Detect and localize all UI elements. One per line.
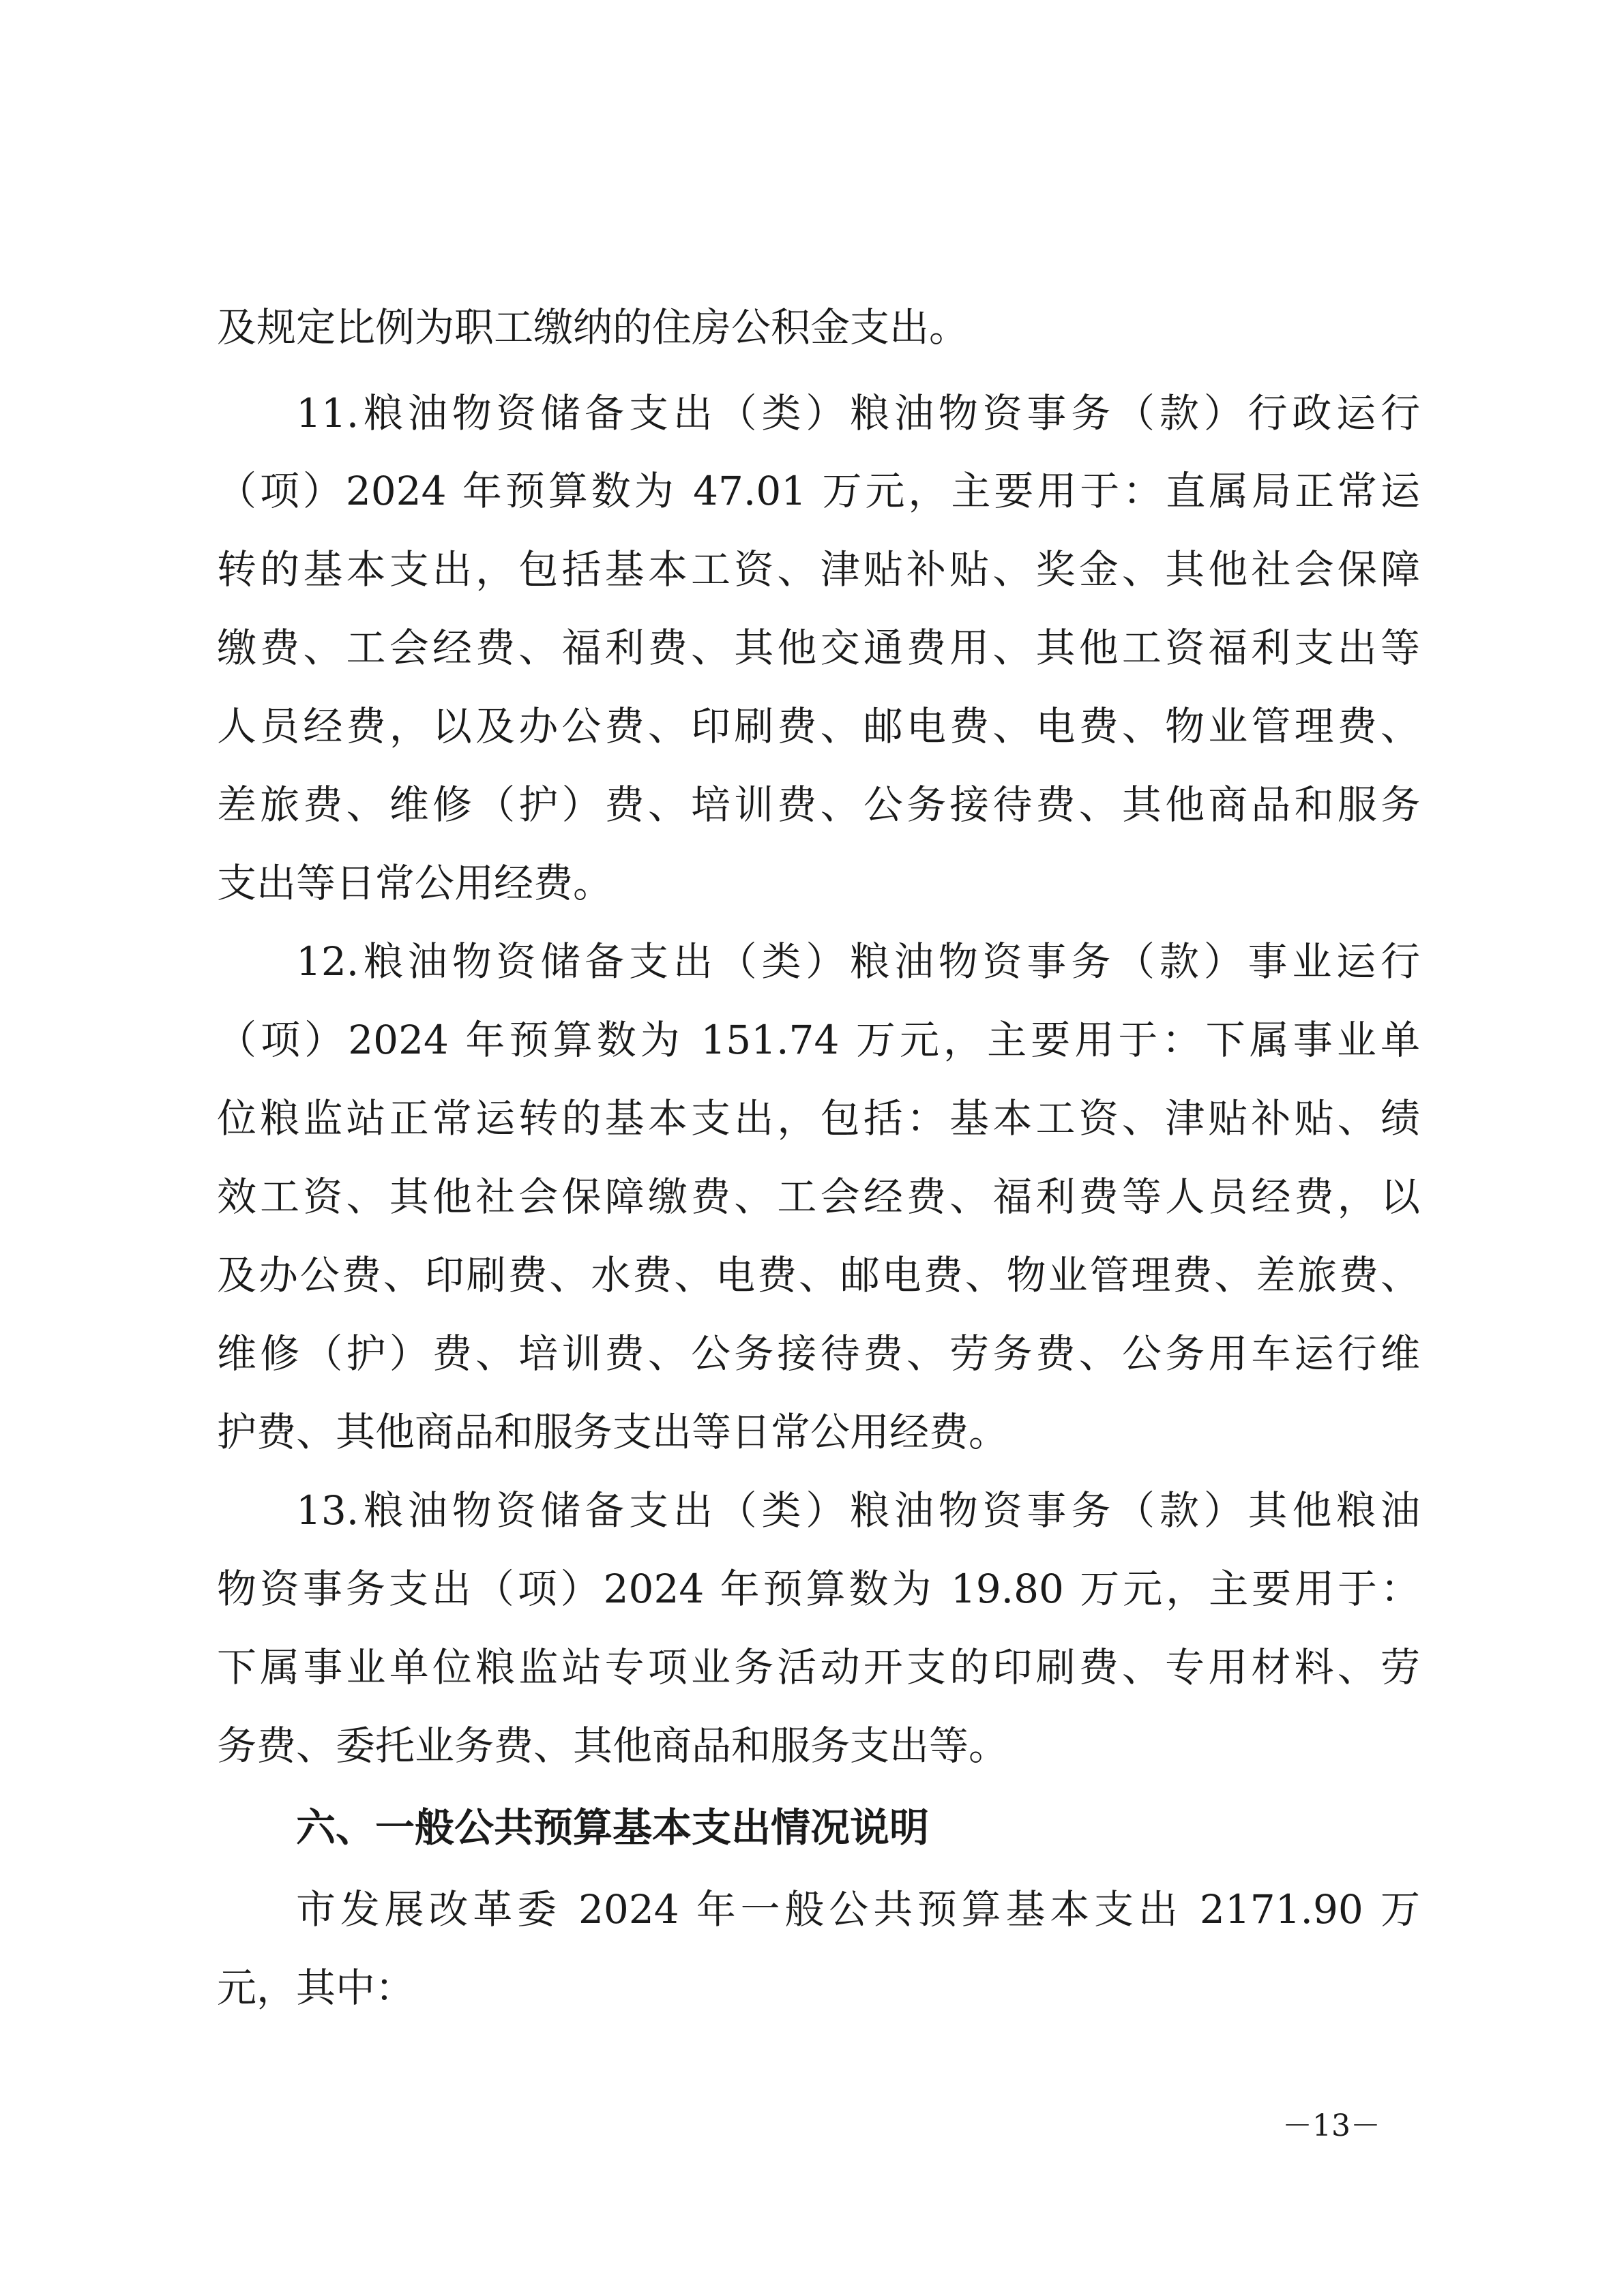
paragraph-line: 物资事务支出（项）2024 年预算数为 19.80 万元，主要用于： [217,1566,1420,1612]
paragraph-line: 缴费、工会经费、福利费、其他交通费用、其他工资福利支出等 [217,625,1420,671]
paragraph-line: 维修（护）费、培训费、公务接待费、劳务费、公务用车运行维 [217,1330,1420,1377]
paragraph-line: 支出等日常公用经费。 [217,860,613,906]
section-heading: 六、一般公共预算基本支出情况说明 [296,1804,930,1851]
paragraph-line: 11.粮油物资储备支出（类）粮油物资事务（款）行政运行 [296,390,1420,436]
paragraph-line: 及办公费、印刷费、水费、电费、邮电费、物业管理费、差旅费、 [217,1252,1420,1298]
paragraph-line: （项）2024 年预算数为 151.74 万元，主要用于：下属事业单 [217,1017,1420,1063]
paragraph-line: 12.粮油物资储备支出（类）粮油物资事务（款）事业运行 [296,938,1420,985]
paragraph-line: 务费、委托业务费、其他商品和服务支出等。 [217,1723,1009,1769]
paragraph-line: 市发展改革委 2024 年一般公共预算基本支出 2171.90 万 [296,1886,1420,1933]
paragraph-line: 人员经费，以及办公费、印刷费、邮电费、电费、物业管理费、 [217,703,1420,749]
paragraph-line: （项）2024 年预算数为 47.01 万元，主要用于：直属局正常运 [217,468,1420,514]
paragraph-line: 差旅费、维修（护）费、培训费、公务接待费、其他商品和服务 [217,781,1420,828]
paragraph-line: 元，其中： [217,1965,415,2011]
paragraph-line: 及规定比例为职工缴纳的住房公积金支出。 [217,304,969,351]
paragraph-line: 下属事业单位粮监站专项业务活动开支的印刷费、专用材料、劳 [217,1644,1420,1690]
paragraph-line: 位粮监站正常运转的基本支出，包括：基本工资、津贴补贴、绩 [217,1095,1420,1142]
paragraph-line: 效工资、其他社会保障缴费、工会经费、福利费等人员经费，以 [217,1174,1420,1220]
paragraph-line: 转的基本支出，包括基本工资、津贴补贴、奖金、其他社会保障 [217,546,1420,593]
page-number: －13－ [1282,2108,1381,2143]
paragraph-line: 13.粮油物资储备支出（类）粮油物资事务（款）其他粮油 [296,1487,1420,1534]
paragraph-line: 护费、其他商品和服务支出等日常公用经费。 [217,1409,1009,1455]
